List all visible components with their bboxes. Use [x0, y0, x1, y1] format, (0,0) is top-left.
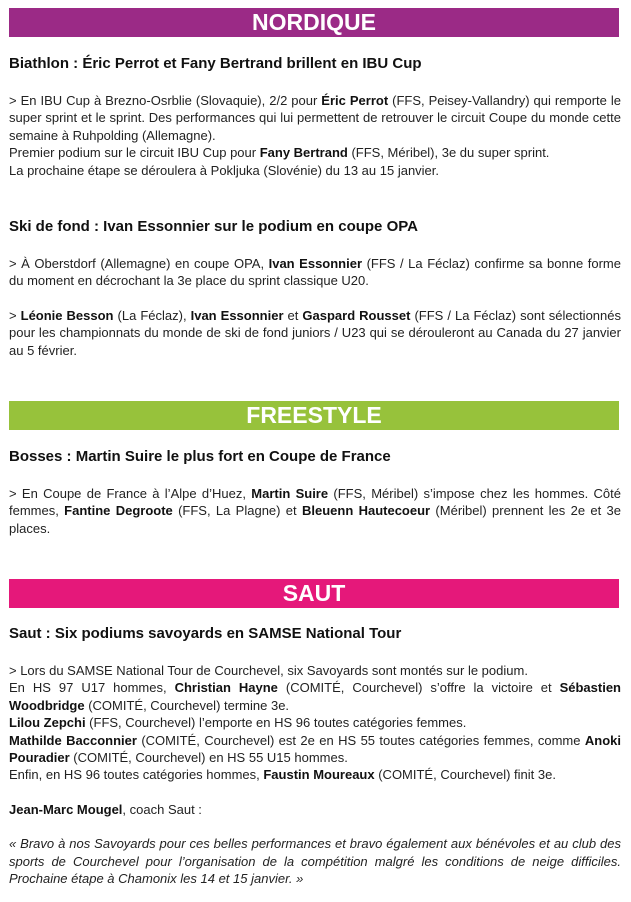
coach-line: Jean-Marc Mougel, coach Saut :: [9, 801, 202, 817]
athlete-name: Bleuenn Hautecoeur: [301, 503, 431, 519]
article-paragraph: Mathilde Bacconnier (COMITÉ, Courchevel) est 2e en HS 55 toutes catégories femmes, comme Anoki Pouradier (COMITÉ, Courchevel) en HS 55 U15 hommes.: [9, 732, 621, 766]
athlete-name: Sébastien Woodbridge: [9, 680, 621, 713]
athlete-name: Martin Suire: [251, 486, 329, 501]
article-paragraph: > En IBU Cup à Brezno-Osrblie (Slovaquie), 2/2 pour Éric Perrot (FFS, Peisey-Vallandry) qui remporte le super sprint et le sprint. Des performances qui lui permettent de retrouver le circuit Coupe du monde cette semaine à Ruhpolding (Allemagne).: [9, 93, 621, 143]
athlete-name: Fany Bertrand: [259, 145, 348, 161]
article-paragraph: Premier podium sur le circuit IBU Cup pour Fany Bertrand (FFS, Méribel), 3e du super sprint.: [9, 145, 550, 161]
article-paragraph: En HS 97 U17 hommes, Christian Hayne (COMITÉ, Courchevel) s’offre la victoire et Sébastien Woodbridge (COMITÉ, Courchevel) termine 3e.: [9, 680, 621, 713]
article-paragraph: > Léonie Besson (La Féclaz), Ivan Essonnier et Gaspard Rousset (FFS / La Féclaz) sont sélectionnés pour les championnats du monde de ski de fond juniors / U23 qui se dérouleront au Canada du 27 janvier au 5 février.: [9, 307, 621, 358]
article-ski-de-fond: [9, 218, 621, 359]
section-banner-nordique: NORDIQUE: [9, 8, 619, 37]
coach-name: Jean-Marc Mougel: [9, 801, 123, 817]
athlete-name: Fantine Degroote: [64, 503, 173, 519]
athlete-name: Anoki Pouradier: [9, 732, 621, 766]
article-paragraph: La prochaine étape se déroulera à Pokljuka (Slovénie) du 13 au 15 janvier.: [9, 162, 440, 178]
article-paragraph: Lilou Zepchi (FFS, Courchevel) l’emporte en HS 96 toutes catégories femmes.: [9, 715, 467, 731]
athlete-name: Mathilde Bacconnier: [9, 732, 137, 748]
athlete-name: Léonie Besson: [20, 307, 114, 323]
coach-quote: « Bravo à nos Savoyards pour ces belles performances et bravo également aux bénévoles et au club des sports de Courchevel pour l’organisation de la compétition malgré les conditions de neige difficiles. Prochaine étape à Chamonix les 14 et 15 janvier. »: [9, 836, 621, 887]
article-title: Saut : Six podiums savoyards en SAMSE National Tour: [9, 625, 402, 642]
article-title: Biathlon : Éric Perrot et Fany Bertrand brillent en IBU Cup: [9, 55, 422, 72]
article-paragraph: > En Coupe de France à l’Alpe d’Huez, Martin Suire (FFS, Méribel) s’impose chez les hommes. Côté femmes, Fantine Degroote (FFS, La Plagne) et Bleuenn Hautecoeur (Méribel) prennent les 2e et 3e places.: [9, 486, 621, 536]
athlete-name: Faustin Moureaux: [263, 767, 375, 783]
section-banner-saut: SAUT: [9, 579, 619, 608]
article-saut: [9, 625, 621, 887]
athlete-name: Ivan Essonnier: [190, 307, 284, 323]
article-title: Ski de fond : Ivan Essonnier sur le podium en coupe OPA: [9, 218, 418, 235]
section-banner-freestyle: FREESTYLE: [9, 401, 619, 430]
article-bosses: [9, 448, 621, 537]
athlete-name: Éric Perrot: [321, 93, 389, 108]
article-paragraph: Enfin, en HS 96 toutes catégories hommes, Faustin Moureaux (COMITÉ, Courchevel) finit 3e.: [9, 767, 556, 783]
article-biathlon: [9, 55, 621, 179]
athlete-name: Christian Hayne: [174, 680, 278, 696]
athlete-name: Lilou Zepchi: [9, 715, 86, 731]
article-title: Bosses : Martin Suire le plus fort en Coupe de France: [9, 448, 391, 465]
athlete-name: Gaspard Rousset: [302, 307, 411, 323]
athlete-name: Ivan Essonnier: [268, 256, 363, 271]
article-paragraph: > À Oberstdorf (Allemagne) en coupe OPA, Ivan Essonnier (FFS / La Féclaz) confirme sa bonne forme du moment en décrochant la 3e place du sprint classique U20.: [9, 256, 621, 289]
article-paragraph: > Lors du SAMSE National Tour de Courchevel, six Savoyards sont montés sur le podium.: [9, 663, 528, 678]
